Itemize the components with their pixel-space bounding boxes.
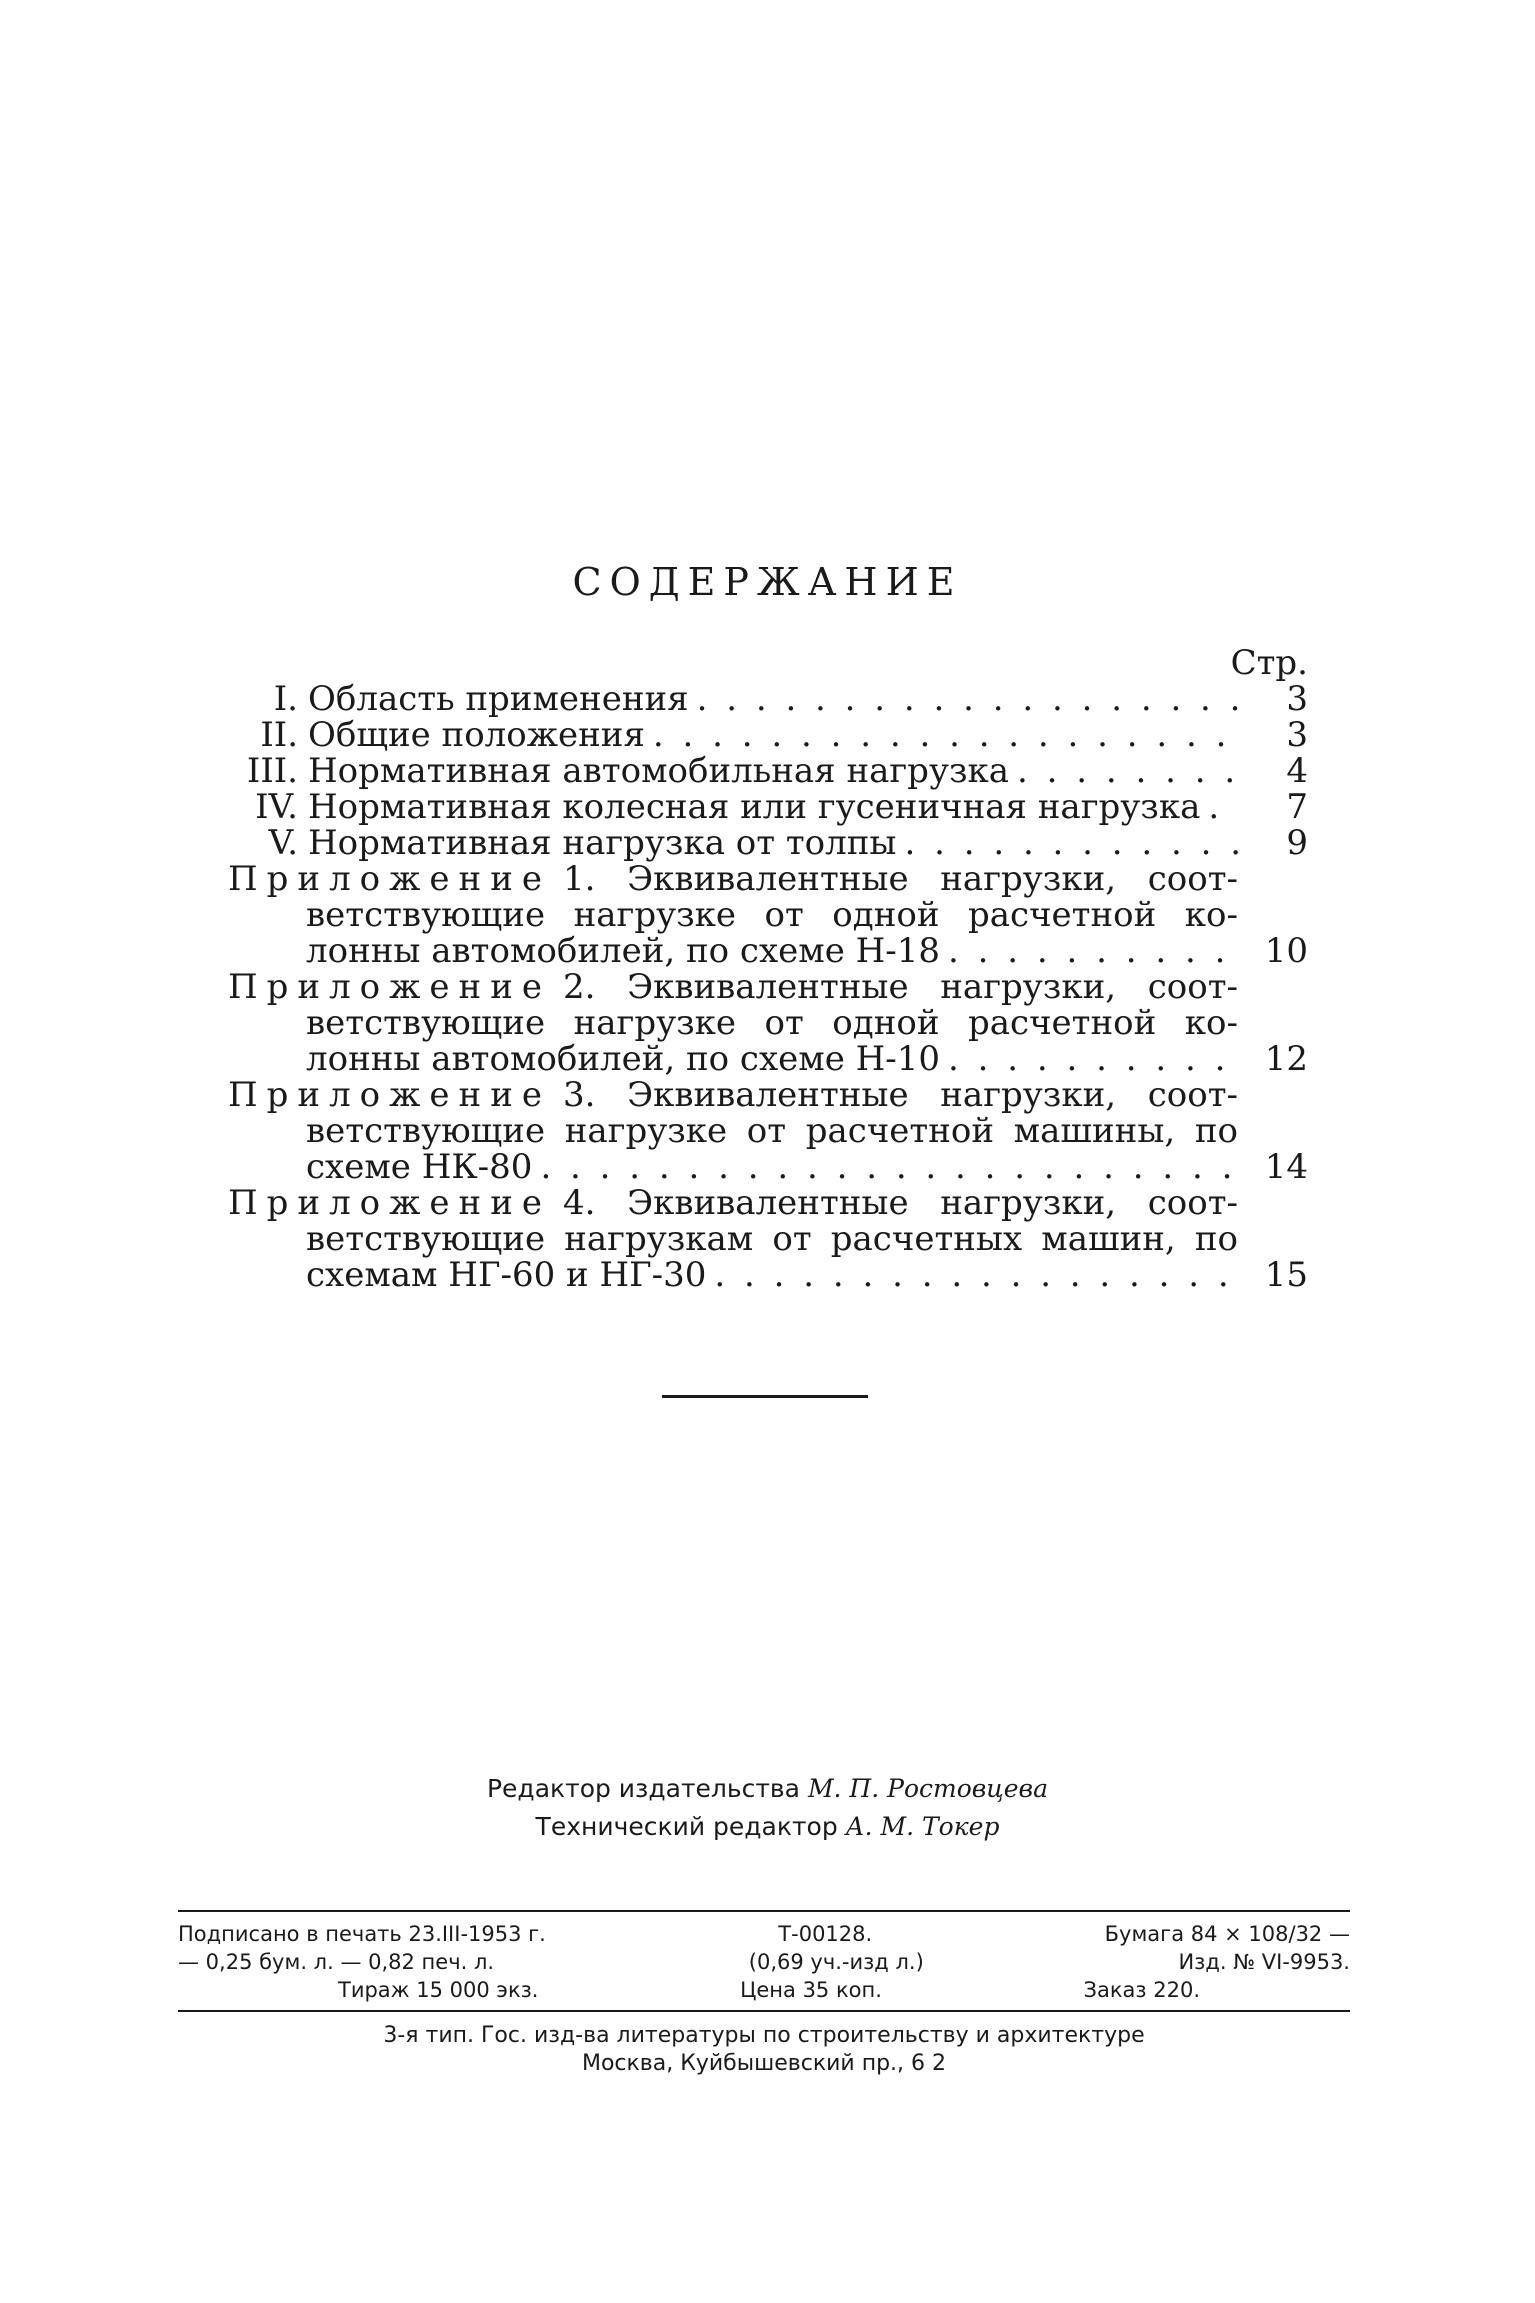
toc-entry-number: IV. [255,787,298,827]
appendix-line [228,1149,1308,1185]
imprint-row [178,1976,1350,2004]
appendix-line [228,1113,1308,1149]
appendix-line [228,1221,1308,1257]
toc-entry-number: I. [273,679,298,719]
leader-dots [540,1149,1240,1185]
technical-editor-line [0,1808,1535,1846]
imprint-row [178,1948,1350,1976]
toc-entry-page: 10 [1264,931,1308,971]
toc-entry-page: 3 [1286,679,1308,719]
appendix-word: Приложение [228,967,551,1007]
leader-dots [697,681,1240,717]
leader-dots [1017,753,1240,789]
toc-entry-number: V. [268,823,298,863]
leader-dots [714,1257,1240,1293]
appendix-line [228,1257,1308,1293]
appendix-title-line: 2. Эквивалентные нагрузки, соот- [563,967,1238,1007]
publishing-editor-line [0,1770,1535,1808]
table-of-contents [228,645,1308,1293]
appendix-word: Приложение [228,1183,551,1223]
appendix-word: Приложение [228,859,551,899]
appendix-title-line: 1. Эквивалентные нагрузки, соот- [563,859,1238,899]
page-column-label: Стр. [1230,643,1308,683]
imprint-cell: Цена 35 коп. [740,1978,882,2002]
toc-entry-number: II. [260,715,298,755]
toc-entry-number: III. [246,751,298,791]
appendix-line [228,1041,1308,1077]
appendix-title-line: ветствующие нагрузке от одной расчетной ко- [306,895,1238,935]
imprint-cell: (0,69 уч.-изд л.) [748,1950,924,1974]
appendix-title-line: ветствующие нагрузке от расчетной машины, по [306,1111,1238,1151]
toc-entry-title: Нормативная автомобильная нагрузка [308,751,1010,791]
toc-entry [228,753,1308,789]
toc-appendix-3 [228,1077,1308,1185]
imprint-row [178,1920,1350,1948]
leader-dots [904,825,1240,861]
toc-appendix-2 [228,969,1308,1077]
appendix-line [228,861,1308,897]
appendix-title-line: 3. Эквивалентные нагрузки, соот- [563,1075,1238,1115]
appendix-title-line: ветствующие нагрузке от одной расчетной ко- [306,1003,1238,1043]
toc-entry-page: 4 [1286,751,1308,791]
imprint-rule-bottom [178,2010,1350,2012]
appendix-line [228,969,1308,1005]
appendix-line [228,1077,1308,1113]
toc-entry-page: 7 [1286,787,1308,827]
editor-credits [0,1770,1535,1846]
toc-appendix-1 [228,861,1308,969]
toc-entry-page: 14 [1264,1147,1308,1187]
section-divider [662,1395,868,1398]
toc-entry-page: 12 [1264,1039,1308,1079]
imprint-cell: Подписано в печать 23.III-1953 г. [178,1922,546,1946]
toc-entry [228,789,1308,825]
toc-entry [228,717,1308,753]
toc-entry-title: Нормативная нагрузка от толпы [308,823,897,863]
publishing-editor-name: М. П. Ростовцева [807,1774,1049,1803]
leader-dots [653,717,1240,753]
imprint-cell: Тираж 15 000 экз. [338,1978,539,2002]
appendix-line [228,933,1308,969]
leader-dots [1208,789,1240,825]
imprint-cell: — 0,25 бум. л. — 0,82 печ. л. [178,1950,495,1974]
imprint-cell: Т-00128. [778,1922,873,1946]
toc-entry [228,825,1308,861]
appendix-title-line: схемам НГ-60 и НГ-30 [306,1255,707,1295]
imprint-cell: Изд. № VI-9953. [1178,1950,1350,1974]
imprint-details [178,1910,1350,2078]
toc-entry-title: Область применения [308,679,689,719]
toc-appendix-4 [228,1185,1308,1293]
appendix-line [228,1005,1308,1041]
toc-entry-page: 9 [1286,823,1308,863]
leader-dots [948,1041,1240,1077]
imprint-cell: Бумага 84 × 108/32 — [1104,1922,1350,1946]
appendix-title-line: лонны автомобилей, по схеме Н-18 [306,931,941,971]
toc-entry-page: 3 [1286,715,1308,755]
appendix-line [228,1185,1308,1221]
appendix-title-line: схеме НК-80 [306,1147,533,1187]
appendix-title-line: лонны автомобилей, по схеме Н-10 [306,1039,941,1079]
toc-entry-page: 15 [1264,1255,1308,1295]
printer-address: Москва, Куйбышевский пр., 6 2 [581,2051,947,2076]
toc-entry-title: Общие положения [308,715,645,755]
publishing-editor-label: Редактор издательства [486,1774,800,1803]
toc-entry [228,681,1308,717]
technical-editor-name: А. М. Токер [845,1812,1000,1841]
page-title: СОДЕРЖАНИЕ [572,560,963,604]
technical-editor-label: Технический редактор [535,1812,838,1841]
appendix-title-line: ветствующие нагрузкам от расчетных машин, по [306,1219,1238,1259]
appendix-title-line: 4. Эквивалентные нагрузки, соот- [563,1183,1238,1223]
printer-name: 3-я тип. Гос. изд-ва литературы по строительству и архитектуре [383,2023,1145,2048]
appendix-word: Приложение [228,1075,551,1115]
imprint-cell: Заказ 220. [1083,1978,1200,2002]
leader-dots [948,933,1240,969]
toc-entry-title: Нормативная колесная или гусеничная нагрузка [308,787,1201,827]
printer-info [178,2022,1350,2078]
appendix-line [228,897,1308,933]
